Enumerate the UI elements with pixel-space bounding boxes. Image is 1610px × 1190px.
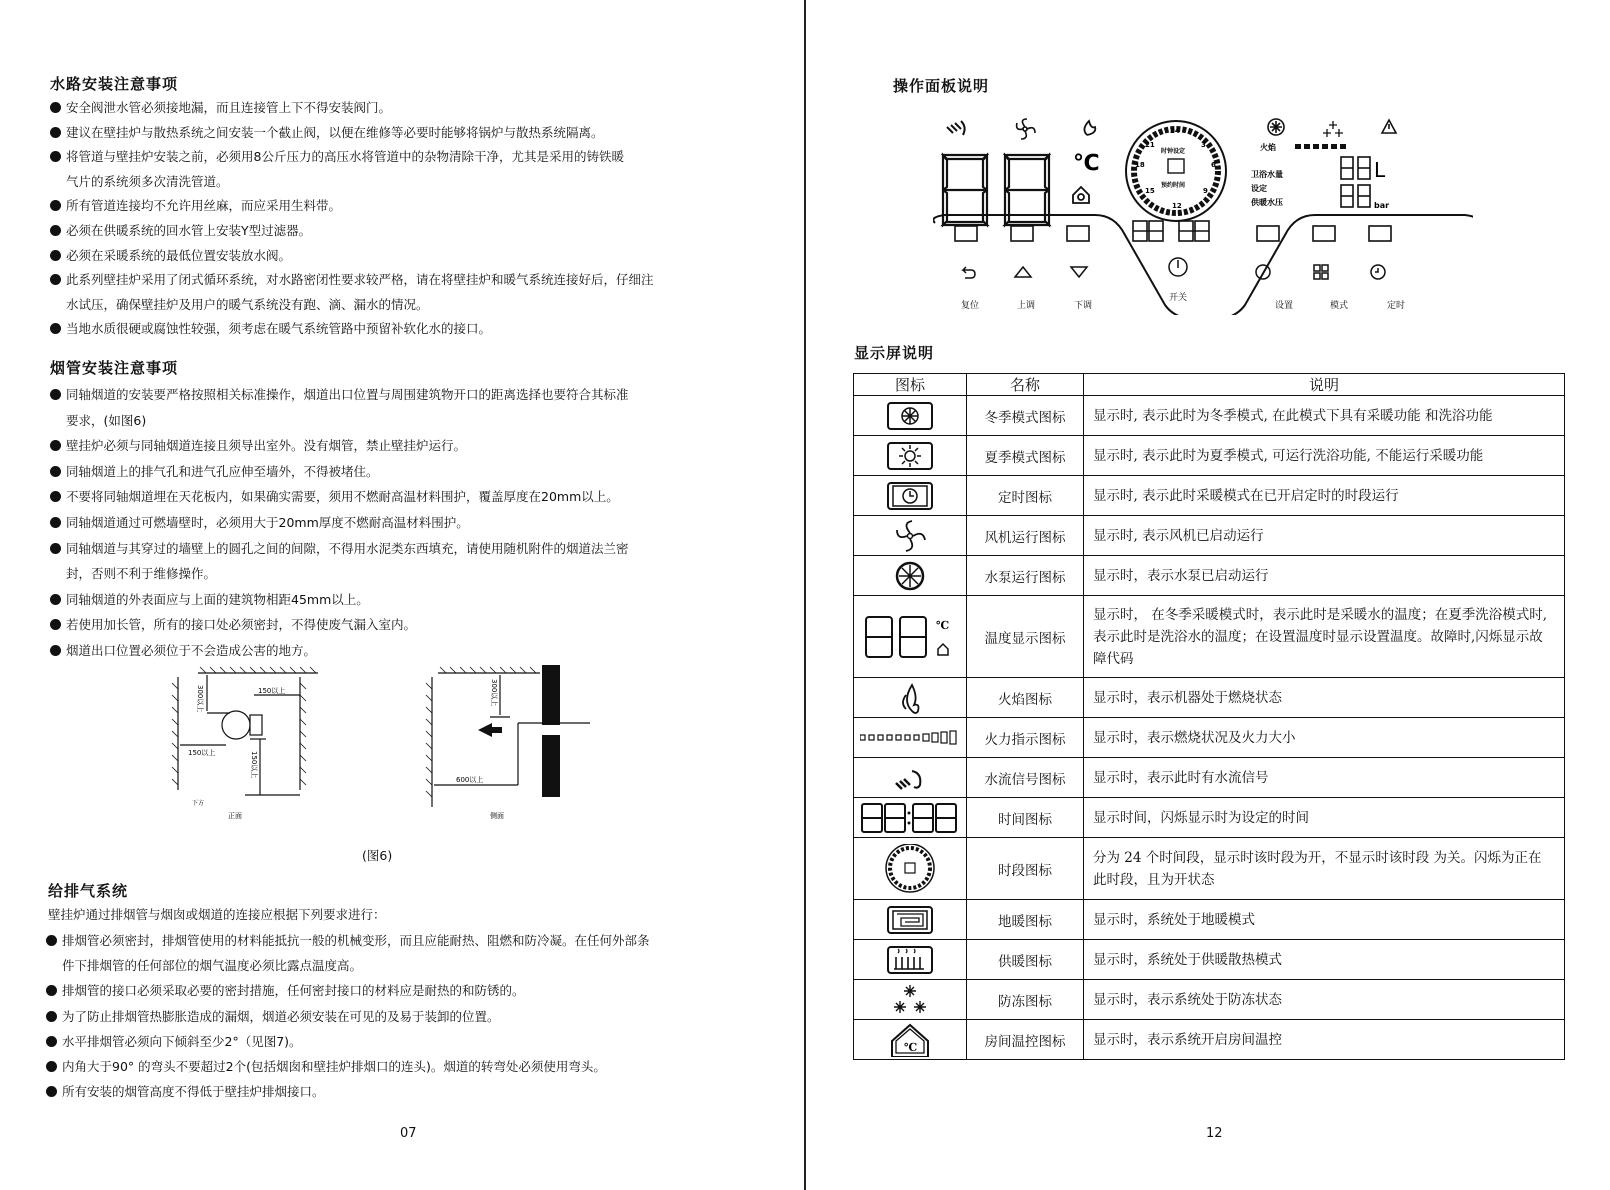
water-volume-label: 卫浴水量	[1251, 170, 1283, 179]
row-desc: 显示时，表示水泵已启动运行	[1084, 556, 1565, 596]
bullet-icon	[50, 389, 61, 400]
row-desc: 显示时, 表示此时采暖模式在已开启定时的时段运行	[1084, 476, 1565, 516]
row-desc: 显示时，表示系统开启房间温控	[1084, 1020, 1565, 1060]
list-item-text: 同轴烟道通过可燃墙壁时，必须用大于20mm厚度不燃耐高温材料围护。	[66, 515, 469, 530]
list-item-text: 同轴烟道的安装要严格按照相关标准操作，烟道出口位置与周围建筑物开口的距离选择也要符合其标准	[66, 387, 629, 402]
table-row	[854, 718, 1565, 758]
warning-icon	[1382, 120, 1396, 133]
icon-cell	[854, 1020, 967, 1060]
list-item	[50, 439, 466, 453]
bullet-icon	[50, 543, 61, 554]
list-item-text: 水平排烟管必须向下倾斜至少2°（见图7)。	[62, 1033, 302, 1049]
list-item	[50, 150, 624, 164]
panel-button-label: 上调	[1016, 301, 1035, 311]
icon-cell	[854, 476, 967, 516]
reset-icon	[963, 267, 975, 278]
bullet-icon	[46, 1036, 57, 1047]
clock-12: 12	[1172, 202, 1182, 210]
list-item	[46, 1085, 325, 1099]
list-item	[66, 414, 146, 428]
list-item	[66, 567, 216, 581]
icon-cell	[854, 838, 967, 900]
list-item-text: 气片的系统须多次清洗管道。	[66, 173, 229, 189]
list-item	[50, 490, 619, 504]
list-item-text: 将管道与壁挂炉安装之前，必须用8公斤压力的高压水将管道中的杂物清除干净，尤其是采用的铸铁暖	[66, 149, 624, 165]
sun-icon	[882, 439, 938, 473]
list-item-text: 所有安装的烟管高度不得低于壁挂炉排烟接口。	[62, 1084, 325, 1100]
list-item-text: 件下排烟管的任何部位的烟气温度必须比露点温度高。	[62, 958, 363, 974]
list-item-text: 所有管道连接均不允许用丝麻，而应采用生料带。	[66, 198, 342, 214]
dim-150-top-label: 150以上	[258, 687, 286, 695]
list-item-text: 封，否则不利于维修操作。	[66, 566, 217, 582]
bullet-icon	[46, 1011, 57, 1022]
icon-cell	[854, 396, 967, 436]
list-item-text: 为了防止排烟管热膨胀造成的漏烟，烟道必须安装在可见的及易于装卸的位置。	[62, 1008, 500, 1024]
icon-cell	[854, 718, 967, 758]
water-install-title: 水路安装注意事项	[50, 75, 179, 93]
clock-center-icon	[1168, 159, 1184, 173]
list-item	[66, 175, 229, 189]
list-item-text: 壁挂炉必须与同轴烟道连接且须导出室外。没有烟管，禁止壁挂炉运行。	[66, 438, 467, 454]
clock-9: 9	[1203, 187, 1208, 195]
page-number-left: 07	[400, 1126, 417, 1141]
bullet-icon	[46, 1086, 57, 1097]
exhaust-intro: 壁挂炉通过排烟管与烟囱或烟道的连接应根据下列要求进行：	[48, 907, 386, 922]
radiator-icon	[882, 943, 938, 977]
setting-label: 设定	[1251, 184, 1267, 193]
list-item	[46, 984, 525, 998]
row-name: 房间温控图标	[967, 1020, 1084, 1060]
bullet-icon	[50, 619, 61, 630]
side-view-label: 侧面	[490, 812, 504, 820]
clock-21: 21	[1145, 141, 1155, 149]
front-view-diagram	[172, 667, 318, 795]
flame-icon	[882, 681, 938, 715]
timer-icon	[882, 479, 938, 513]
front-view-label: 正面	[228, 812, 242, 820]
list-item-text: 同轴烟道的外表面应与上面的建筑物相距45mm以上。	[66, 591, 369, 607]
down-icon	[1071, 267, 1087, 277]
page-number-right: 12	[1206, 1126, 1223, 1141]
row-name: 风机运行图标	[967, 516, 1084, 556]
bullet-icon	[50, 645, 61, 656]
list-item-text: 要求，(如图6)	[66, 412, 147, 428]
wall-section-top	[542, 665, 560, 725]
floor-heating-box-icon	[955, 226, 977, 241]
row-desc: 显示时， 在冬季采暖模式时，表示此时是采暖水的温度；在夏季洗浴模式时,表示此时是洗浴水的温度；在设置温度时显示设置温度。故障时,闪烁显示故障代码	[1084, 596, 1565, 678]
table-row	[854, 980, 1565, 1020]
table-row	[854, 476, 1565, 516]
time-period-dial-icon	[882, 844, 938, 894]
row-desc: 显示时，系统处于地暖模式	[1084, 900, 1565, 940]
list-item	[50, 199, 341, 213]
row-name: 水泵运行图标	[967, 556, 1084, 596]
icon-cell	[854, 940, 967, 980]
clock-3: 3	[1201, 141, 1206, 149]
dim-150-left-label: 150以上	[188, 749, 216, 757]
bullet-icon	[50, 517, 61, 528]
antifreeze-icon	[882, 983, 938, 1017]
row-desc: 显示时, 表示此时为冬季模式, 在此模式下具有采暖功能 和洗浴功能	[1084, 396, 1565, 436]
row-name: 水流信号图标	[967, 758, 1084, 798]
temp-digits-icon	[862, 613, 958, 661]
bullet-icon	[46, 985, 57, 996]
bullet-icon	[50, 250, 61, 261]
row-desc: 显示时，表示燃烧状况及火力大小	[1084, 718, 1565, 758]
water-volume-digits	[1341, 157, 1370, 207]
flue-arrow-icon	[478, 723, 492, 737]
icon-cell	[854, 678, 967, 718]
time-digits-display	[1133, 221, 1209, 241]
exhaust-system-title: 给排气系统	[48, 882, 129, 900]
below-label: 下方	[192, 800, 205, 807]
dim-600-label: 600以上	[456, 776, 484, 784]
clock-set-label: 时钟设定	[1161, 148, 1186, 155]
row-desc: 显示时，表示系统处于防冻状态	[1084, 980, 1565, 1020]
pressure-label: 供暖水压	[1251, 198, 1283, 207]
list-item	[50, 126, 604, 140]
table-row	[854, 1020, 1565, 1060]
table-row	[854, 798, 1565, 838]
bullet-icon	[50, 274, 61, 285]
table-row	[854, 556, 1565, 596]
panel-button-label: 模式	[1329, 301, 1348, 311]
panel-button-label: 定时	[1386, 301, 1405, 311]
icon-cell	[854, 516, 967, 556]
list-item	[50, 273, 654, 287]
display-title: 显示屏说明	[854, 344, 935, 362]
panel-button-label: 下调	[1073, 301, 1092, 311]
mode-icon	[1314, 265, 1328, 279]
wifi-box-icon	[1257, 226, 1279, 241]
svg-text:℃: ℃	[904, 1040, 918, 1054]
list-item-text: 若使用加长管，所有的接口处必须密封，不得使废气漏入室内。	[66, 617, 417, 633]
floor-heating-icon	[882, 903, 938, 937]
winter-top-icon	[1268, 119, 1284, 135]
header-name: 名称	[967, 374, 1084, 396]
table-row	[854, 900, 1565, 940]
list-item-text: 建议在壁挂炉与散热系统之间安装一个截止阀，以便在维修等必要时能够将锅炉与散热系统隔离。	[66, 124, 604, 140]
table-row	[854, 758, 1565, 798]
list-item	[50, 388, 629, 402]
clock-6: 6	[1211, 161, 1216, 169]
row-name: 时段图标	[967, 838, 1084, 900]
list-item-text: 安全阀泄水管必须接地漏，而且连接管上下不得安装阀门。	[66, 100, 392, 115]
list-item	[62, 959, 362, 973]
row-name: 地暖图标	[967, 900, 1084, 940]
unit-bar: bar	[1374, 201, 1390, 210]
row-desc: 显示时, 表示此时为夏季模式, 可运行洗浴功能, 不能运行采暖功能	[1084, 436, 1565, 476]
figure-caption: (图6)	[362, 848, 393, 863]
winter-box-icon	[1369, 226, 1391, 241]
room-thermostat-icon	[882, 1023, 938, 1057]
bullet-icon	[50, 151, 61, 162]
list-item-text: 同轴烟道上的排气孔和进气孔应伸至墙外，不得被堵住。	[66, 463, 379, 479]
bullet-icon	[50, 323, 61, 334]
snowflake-mode-icon	[882, 399, 938, 433]
bullet-icon	[50, 491, 61, 502]
icon-cell	[854, 980, 967, 1020]
bullet-icon	[50, 225, 61, 236]
svg-text:℃: ℃	[936, 618, 950, 632]
icon-cell	[854, 758, 967, 798]
fire-level-bar	[1295, 144, 1346, 149]
list-item	[50, 593, 369, 607]
flue-install-title: 烟管安装注意事项	[50, 359, 179, 377]
dim-300-side-label: 300以上	[490, 679, 498, 707]
list-item	[50, 322, 491, 336]
panel-button-label: 开关	[1168, 293, 1187, 303]
bullet-icon	[50, 102, 61, 113]
row-name: 夏季模式图标	[967, 436, 1084, 476]
control-panel-diagram	[933, 115, 1473, 315]
time-digits-icon	[860, 800, 960, 836]
panel-button-label: 设置	[1274, 301, 1293, 311]
list-item	[50, 249, 291, 263]
row-desc: 显示时间，闪烁显示时为设定的时间	[1084, 798, 1565, 838]
clock-15: 15	[1145, 187, 1155, 195]
row-desc: 显示时, 表示风机已启动运行	[1084, 516, 1565, 556]
unit-liter: L	[1374, 158, 1386, 182]
row-desc: 显示时，表示此时有水流信号	[1084, 758, 1565, 798]
table-row	[854, 596, 1565, 678]
list-item	[46, 934, 650, 948]
row-desc: 显示时，系统处于供暖散热模式	[1084, 940, 1565, 980]
list-item	[50, 465, 379, 479]
left-page	[0, 0, 804, 1190]
list-item	[46, 1035, 302, 1049]
table-row	[854, 436, 1565, 476]
table-row	[854, 838, 1565, 900]
summer-box-icon	[1313, 226, 1335, 241]
panel-title: 操作面板说明	[893, 77, 990, 95]
row-name: 温度显示图标	[967, 596, 1084, 678]
panel-button-label: 复位	[960, 301, 979, 311]
bullet-icon	[46, 935, 57, 946]
row-name: 火焰图标	[967, 678, 1084, 718]
icon-cell	[854, 436, 967, 476]
list-item-text: 必须在供暖系统的回水管上安装Y型过滤器。	[66, 223, 312, 238]
water-flow-top-icon	[947, 121, 965, 135]
row-name: 防冻图标	[967, 980, 1084, 1020]
bullet-icon	[50, 127, 61, 138]
row-name: 时间图标	[967, 798, 1084, 838]
list-item-text: 排烟管必须密封，排烟管使用的材料能抵抗一般的机械变形，而且应能耐热、阻燃和防冷凝。在任何外部条	[62, 933, 650, 948]
list-item-text: 内角大于90° 的弯头不要超过2个(包括烟囱和壁挂炉排烟口的连头)。烟道的转弯处必须使用弯头。	[62, 1059, 606, 1074]
table-row	[854, 396, 1565, 436]
list-item-text: 此系列壁挂炉采用了闭式循环系统，对水路密闭性要求较严格，请在将壁挂炉和暖气系统连接好后，仔细注	[66, 272, 654, 288]
antifreeze-top-icon	[1323, 121, 1343, 137]
wall-section-bottom	[542, 735, 560, 797]
dim-150-bottom-label: 150以上	[250, 751, 258, 779]
list-item-text: 不要将同轴烟道埋在天花板内，如果确实需要，须用不燃耐高温材料围护，覆盖厚度在20mm以上。	[66, 489, 619, 505]
row-name: 冬季模式图标	[967, 396, 1084, 436]
list-item	[50, 542, 629, 556]
water-flow-icon	[882, 761, 938, 795]
table-row	[854, 678, 1565, 718]
clock-18: 18	[1135, 161, 1145, 169]
table-row	[854, 516, 1565, 556]
table-row	[854, 940, 1565, 980]
fire-label: 火焰	[1260, 143, 1276, 152]
icon-cell	[854, 556, 967, 596]
list-item-text: 同轴烟道与其穿过的墙壁上的圆孔之间的间隙，不得用水泥类东西填充，请使用随机附件的烟道法兰密	[66, 540, 629, 556]
list-item-text: 必须在采暖系统的最低位置安装放水阀。	[66, 247, 292, 263]
list-item	[50, 618, 416, 632]
row-name: 供暖图标	[967, 940, 1084, 980]
list-item	[50, 101, 391, 115]
row-desc: 分为 24 个时间段，显示时该时段为开，不显示时该时段 为关。闪烁为正在此时段，且为开状态	[1084, 838, 1565, 900]
dim-300-label: 300以上	[196, 685, 204, 713]
row-desc: 显示时，表示机器处于燃烧状态	[1084, 678, 1565, 718]
list-item	[50, 644, 316, 658]
bullet-icon	[50, 440, 61, 451]
icon-cell	[854, 798, 967, 838]
side-view-diagram	[426, 667, 590, 807]
bullet-icon	[50, 466, 61, 477]
display-description-table	[853, 373, 1565, 1060]
timer-box-icon	[1067, 226, 1089, 241]
pump-icon	[882, 559, 938, 593]
list-item-text: 当地水质很硬或腐蚀性较强，须考虑在暖气系统管路中预留补软化水的接口。	[66, 321, 492, 337]
reserve-time-label: 预约时间	[1161, 182, 1186, 189]
bullet-icon	[50, 200, 61, 211]
row-name: 火力指示图标	[967, 718, 1084, 758]
flue-diagram	[170, 665, 620, 845]
list-item-text: 烟道出口位置必须位于不会造成公害的地方。	[66, 643, 317, 658]
fire-level-icon	[860, 723, 960, 753]
header-desc: 说明	[1084, 374, 1565, 396]
list-item	[46, 1010, 500, 1024]
list-item	[50, 224, 311, 238]
list-item	[46, 1060, 606, 1074]
bullet-icon	[46, 1061, 57, 1072]
icon-cell	[854, 596, 967, 678]
room-thermostat-top-icon	[1073, 187, 1089, 203]
header-icon: 图标	[854, 374, 967, 396]
fan-top-icon	[1017, 119, 1035, 139]
fan-icon	[882, 519, 938, 553]
clock-24: 24	[1170, 127, 1180, 135]
flame-top-icon	[1084, 121, 1095, 135]
up-icon	[1015, 267, 1031, 277]
list-item-text: 水试压，确保壁挂炉及用户的暖气系统没有跑、滴、漏水的情况。	[66, 296, 429, 312]
list-item	[50, 516, 469, 530]
list-item	[66, 298, 429, 312]
list-item-text: 排烟管的接口必须采取必要的密封措施，任何密封接口的材料应是耐热的和防锈的。	[62, 983, 525, 999]
row-name: 定时图标	[967, 476, 1084, 516]
celsius-label: ℃	[1073, 151, 1100, 176]
bullet-icon	[50, 594, 61, 605]
radiator-box-icon	[1011, 226, 1033, 241]
table-header-row	[854, 374, 1565, 396]
icon-cell	[854, 900, 967, 940]
